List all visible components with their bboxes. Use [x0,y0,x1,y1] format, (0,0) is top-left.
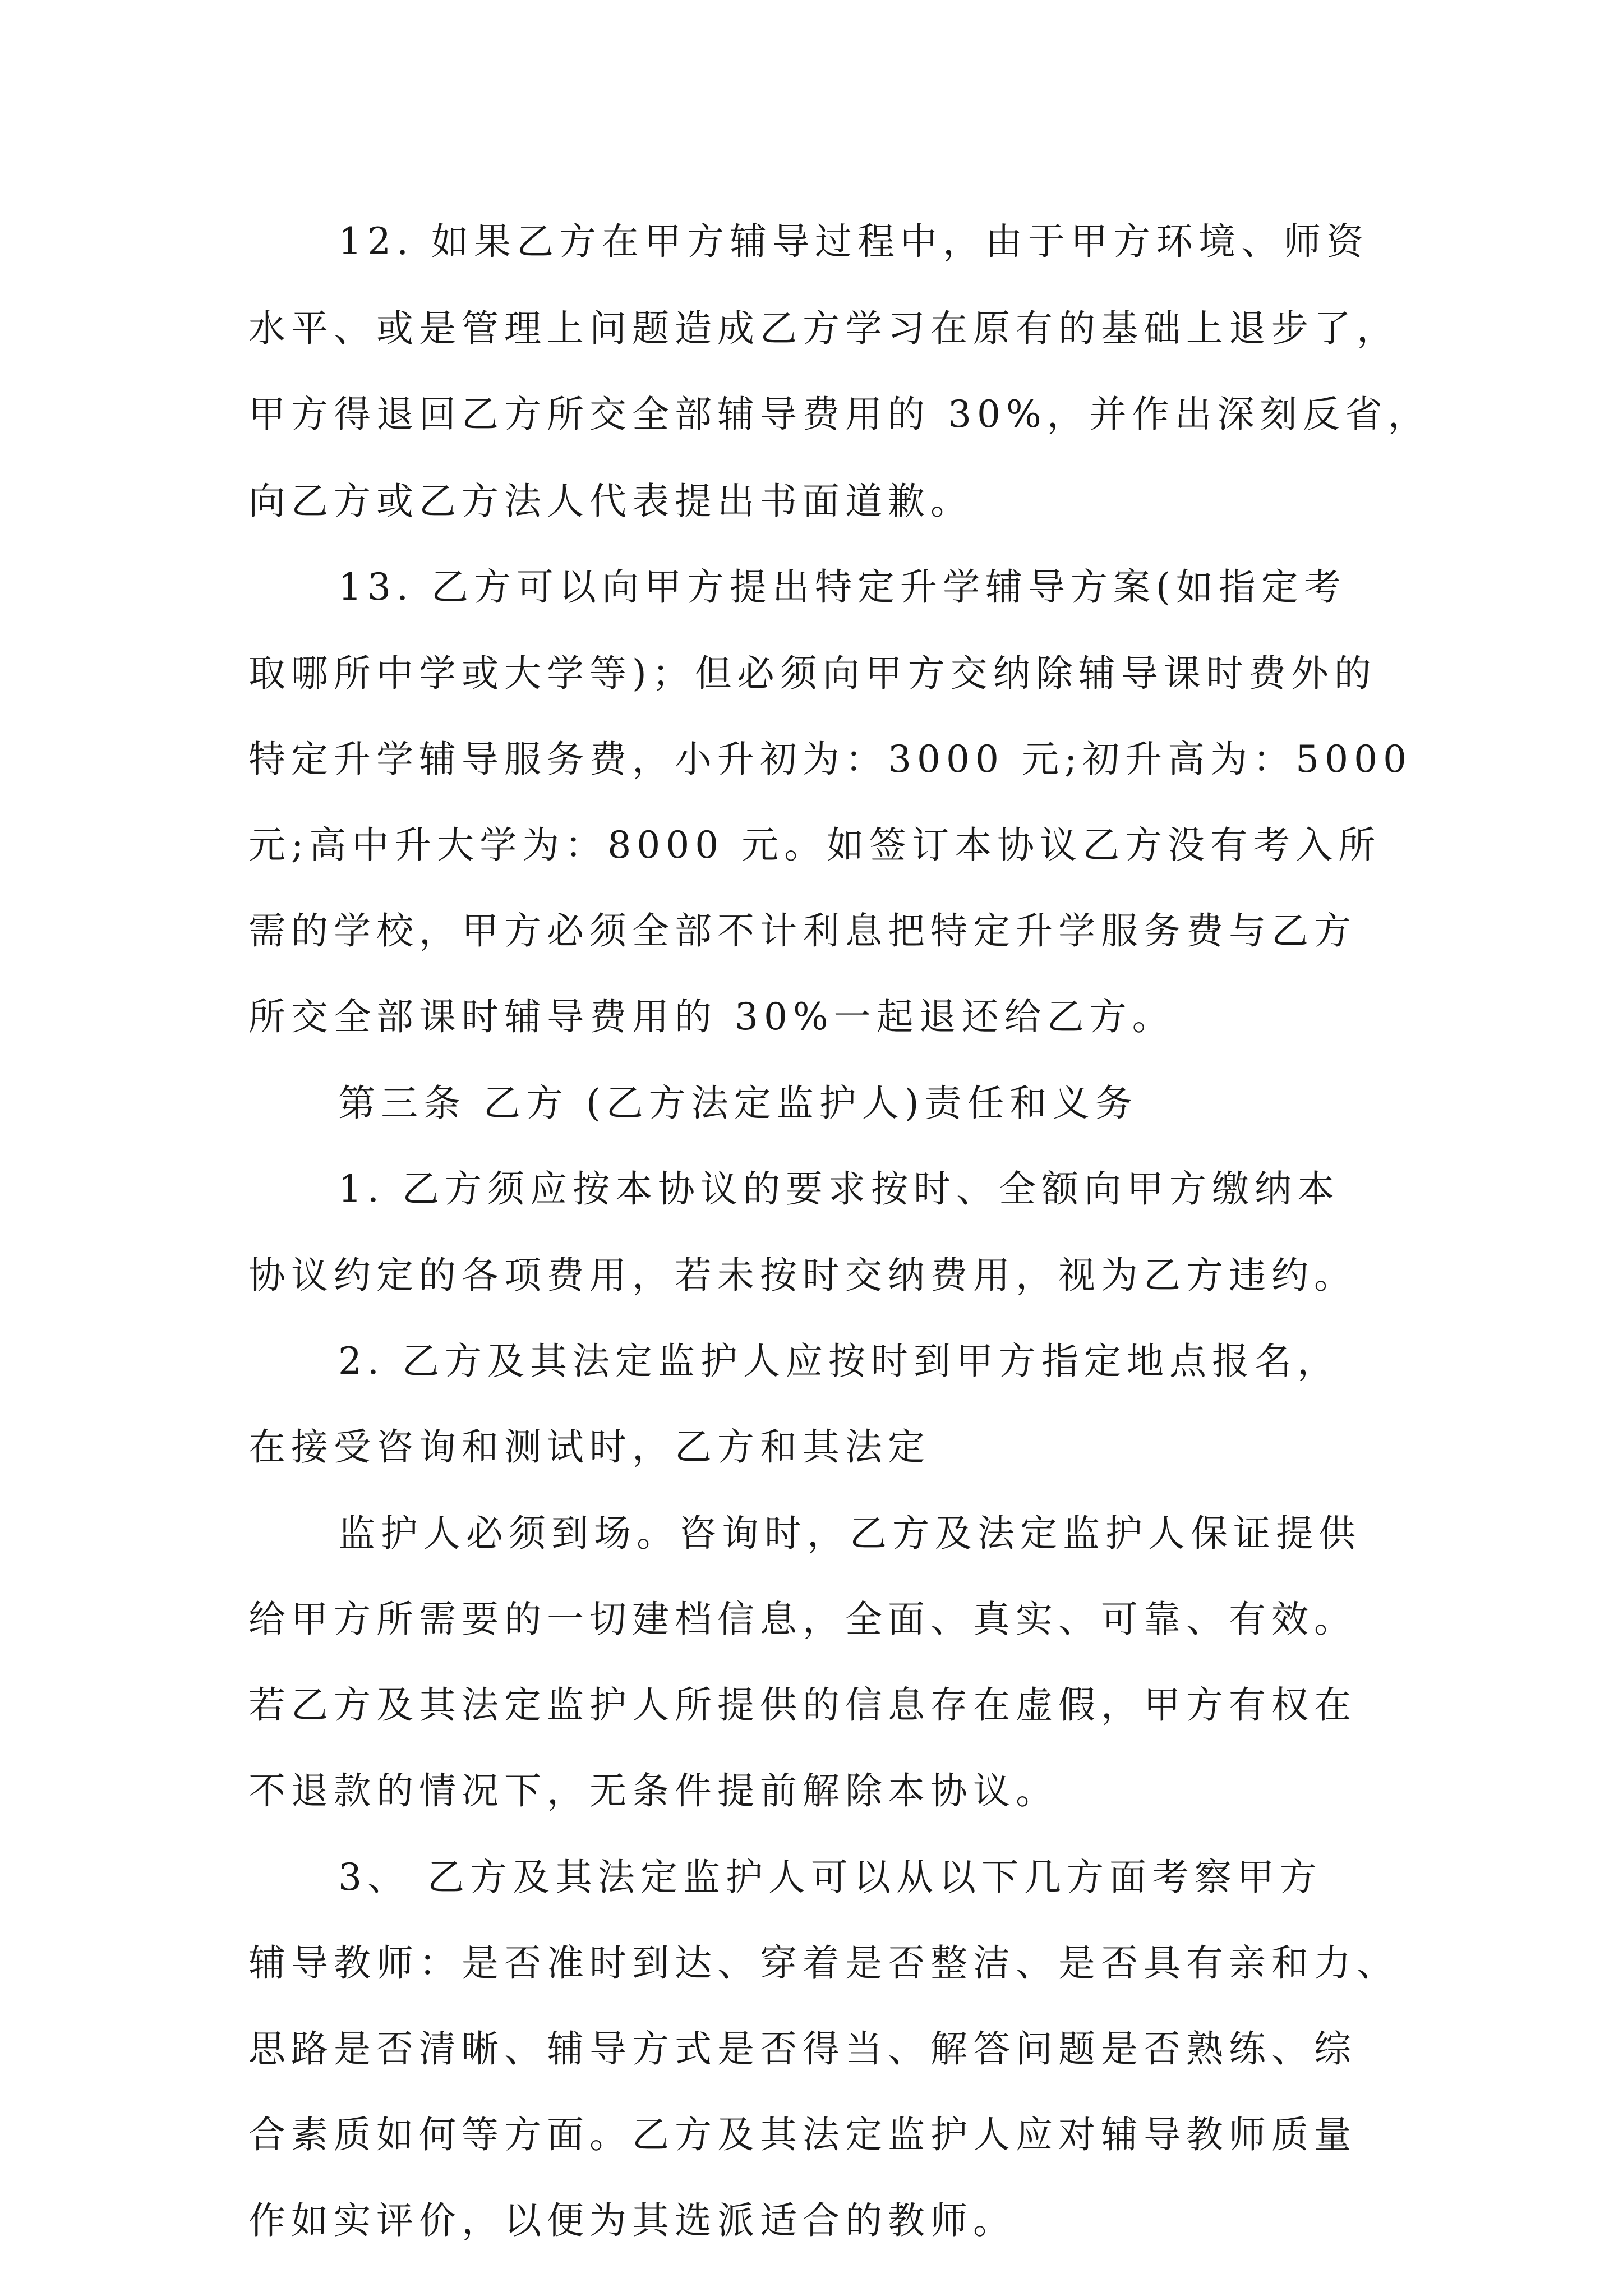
text-line: 辅导教师：是否准时到达、穿着是否整洁、是否具有亲和力、 [248,1941,1399,1985]
text-line: 向乙方或乙方法人代表提出书面道歉。 [248,480,973,523]
text-line: 1. 乙方须应按本协议的要求按时、全额向甲方缴纳本 [338,1167,1340,1211]
text-line: 所交全部课时辅导费用的 30%一起退还给乙方。 [248,995,1175,1038]
text-line: 思路是否清晰、辅导方式是否得当、解答问题是否熟练、综 [248,2027,1357,2070]
text-line: 协议约定的各项费用，若未按时交纳费用，视为乙方违约。 [248,1254,1357,1297]
text-line: 在接受咨询和测试时，乙方和其法定 [248,1425,930,1469]
text-line: 甲方得退回乙方所交全部辅导费用的 30%，并作出深刻反省， [248,393,1431,436]
text-line: 特定升学辅导服务费，小升初为：3000 元;初升高为：5000 [248,738,1413,781]
text-line: 合素质如何等方面。乙方及其法定监护人应对辅导教师质量 [248,2113,1357,2156]
text-line: 元;高中升大学为：8000 元。如签订本协议乙方没有考入所 [248,823,1381,867]
section-heading: 第三条 乙方 (乙方法定监护人)责任和义务 [338,1082,1138,1125]
text-line: 水平、或是管理上问题造成乙方学习在原有的基础上退步了， [248,307,1399,350]
text-line: 不退款的情况下，无条件提前解除本协议。 [248,1769,1058,1812]
text-line: 给甲方所需要的一切建档信息，全面、真实、可靠、有效。 [248,1598,1357,1641]
text-line: 13. 乙方可以向甲方提出特定升学辅导方案(如指定考 [338,565,1347,609]
text-line: 若乙方及其法定监护人所提供的信息存在虚假，甲方有权在 [248,1683,1357,1727]
text-line: 3、 乙方及其法定监护人可以从以下几方面考察甲方 [338,1856,1322,1899]
text-line: 2. 乙方及其法定监护人应按时到甲方指定地点报名， [338,1340,1340,1383]
text-line: 作如实评价，以便为其选派适合的教师。 [248,2199,1016,2242]
text-line: 12. 如果乙方在甲方辅导过程中，由于甲方环境、师资 [338,220,1369,263]
text-line: 监护人必须到场。咨询时，乙方及法定监护人保证提供 [338,1512,1361,1555]
text-line: 需的学校，甲方必须全部不计利息把特定升学服务费与乙方 [248,909,1357,953]
text-line: 取哪所中学或大学等)；但必须向甲方交纳除辅导课时费外的 [248,652,1377,695]
